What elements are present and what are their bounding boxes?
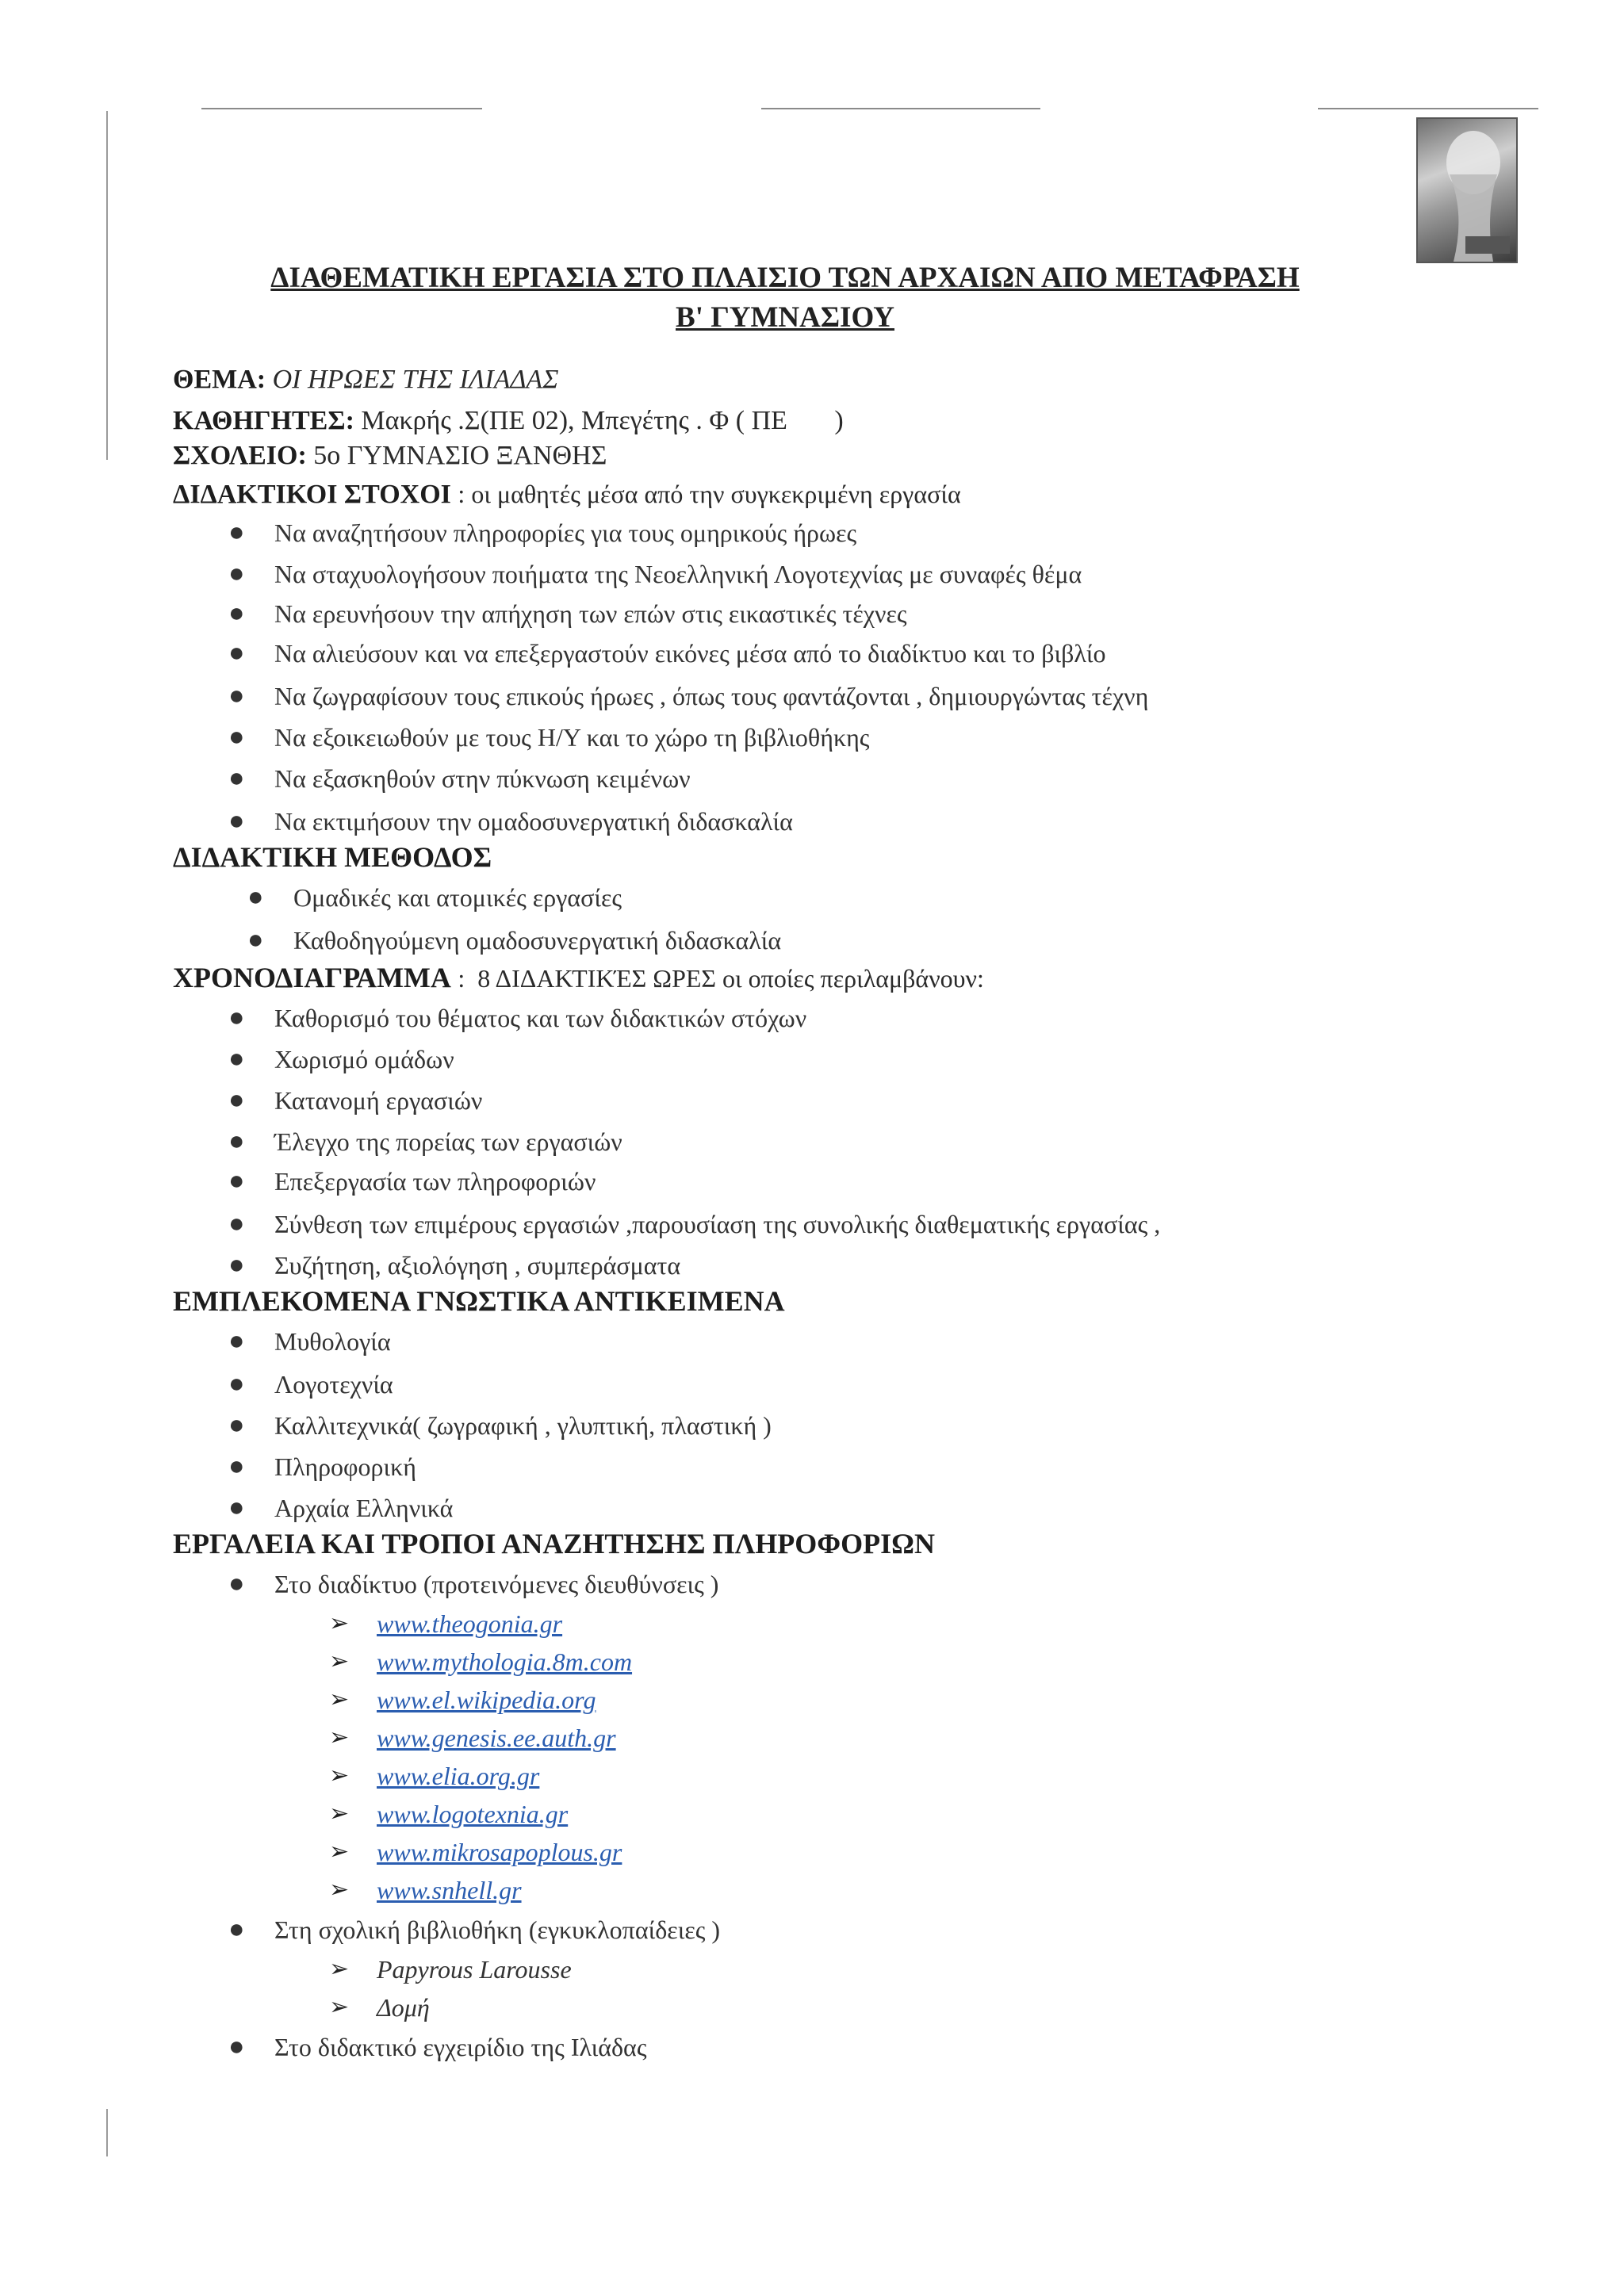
bullet-icon: ● xyxy=(228,1003,245,1032)
arrow-icon: ➢ xyxy=(329,1800,350,1827)
list-item: ● Να ερευνήσουν την απήχηση των επών στις εικαστικές τέχνες xyxy=(274,596,907,631)
bullet-icon: ● xyxy=(228,1044,245,1073)
theme-value: ΟΙ ΗΡΩΕΣ ΤΗΣ ΙΛΙΑΔΑΣ xyxy=(272,365,559,394)
bullet-icon: ● xyxy=(228,1452,245,1481)
list-item: ● Να εξοικειωθούν με τους Η/Υ και το χώρο τη βιβλιοθήκης xyxy=(274,720,869,755)
bullet-icon: ● xyxy=(228,722,245,752)
list-item: ● Στο διδακτικό εγχειρίδιο της Ιλιάδας xyxy=(274,2030,646,2064)
list-item: ● Ομαδικές και ατομικές εργασίες xyxy=(293,880,622,915)
bullet-icon: ● xyxy=(228,763,245,793)
list-item: ● Επεξεργασία των πληροφοριών xyxy=(274,1164,596,1199)
link-item xyxy=(329,1835,622,1869)
list-item: ● Να αναζητήσουν πληροφορίες για τους ομηρικούς ήρωες xyxy=(274,515,856,550)
list-item: ● Σύνθεση των επιμέρους εργασιών ,παρουσίαση της συνολικής διαθεματικής εργασίας , xyxy=(274,1207,1160,1242)
list-item: ● Να αλιεύσουν και να επεξεργαστούν εικόνες μέσα από το διαδίκτυο και το βιβλίο xyxy=(274,636,1105,671)
link-logotexnia[interactable]: www.logotexnia.gr xyxy=(377,1800,569,1828)
theme-row xyxy=(173,362,558,398)
link-item xyxy=(329,1606,563,1641)
bullet-icon: ● xyxy=(228,1493,245,1522)
arrow-icon: ➢ xyxy=(329,1762,350,1789)
document-title xyxy=(174,258,1396,338)
bullet-icon: ● xyxy=(228,518,245,547)
list-item: ● Έλεγχο της πορείας των εργασιών xyxy=(274,1124,622,1159)
list-item: ● Να εκτιμήσουν την ομαδοσυνεργατική διδασκαλία xyxy=(274,804,793,839)
link-mythologia[interactable]: www.mythologia.8m.com xyxy=(377,1647,633,1676)
bullet-icon: ● xyxy=(228,559,245,588)
list-item: ● Στο διαδίκτυο (προτεινόμενες διευθύνσεις ) xyxy=(274,1567,718,1601)
list-item: ● Λογοτεχνία xyxy=(274,1367,393,1402)
title-line-2: Β' ΓΥΜΝΑΣΙΟΥ xyxy=(676,301,894,334)
bullet-icon: ● xyxy=(228,1085,245,1115)
link-snhell[interactable]: www.snhell.gr xyxy=(377,1876,522,1904)
link-item xyxy=(329,1682,596,1717)
tools-heading: ΕΡΓΑΛΕΙΑ ΚΑΙ ΤΡΟΠΟΙ ΑΝΑΖΗΤΗΣΗΣ ΠΛΗΡΟΦΟΡΙΩΝ xyxy=(173,1528,935,1559)
goals-row xyxy=(173,476,961,513)
bullet-icon: ● xyxy=(228,1127,245,1156)
bullet-icon: ● xyxy=(247,925,264,955)
bullet-icon: ● xyxy=(228,1569,245,1598)
top-rule-left xyxy=(201,108,482,109)
bullet-icon: ● xyxy=(228,1915,245,1944)
goals-label: ΔΙΔΑΚΤΙΚΟΙ ΣΤΟΧΟΙ xyxy=(173,480,451,509)
bullet-icon: ● xyxy=(228,1410,245,1440)
encyclopedia-item: ➢ Papyrous Larousse xyxy=(377,1952,572,1987)
top-rule-middle xyxy=(761,108,1040,109)
subjects-heading: ΕΜΠΛΕΚΟΜΕΝΑ ΓΝΩΣΤΙΚΑ ΑΝΤΙΚΕΙΜΕΝΑ xyxy=(173,1285,785,1317)
schedule-row xyxy=(173,959,984,997)
link-item xyxy=(329,1720,616,1755)
list-item: ● Μυθολογία xyxy=(274,1324,391,1359)
arrow-icon: ➢ xyxy=(329,1877,350,1903)
link-item xyxy=(329,1758,540,1793)
bullet-icon: ● xyxy=(228,1369,245,1399)
list-item: ● Καθορισμό του θέματος και των διδακτικών στόχων xyxy=(274,1001,806,1035)
bullet-icon: ● xyxy=(228,1250,245,1280)
link-item xyxy=(329,1873,522,1908)
list-item: ● Καθοδηγούμενη ομαδοσυνεργατική διδασκαλία xyxy=(293,923,781,958)
goals-intro: : οι μαθητές μέσα από την συγκεκριμένη εργασία xyxy=(458,480,961,508)
theme-label: ΘΕΜΑ: xyxy=(173,365,266,394)
schedule-label: ΧΡΟΝΟΔΙΑΓΡΑΜΜΑ xyxy=(173,962,451,993)
margin-line-bottom xyxy=(106,2109,108,2156)
bullet-icon: ● xyxy=(247,882,264,912)
link-mikrosapoplous[interactable]: www.mikrosapoplous.gr xyxy=(377,1838,622,1866)
arrow-icon: ➢ xyxy=(329,1724,350,1751)
link-item xyxy=(329,1644,633,1679)
bullet-icon: ● xyxy=(228,1166,245,1196)
list-item: ● Να εξασκηθούν στην πύκνωση κειμένων xyxy=(274,761,691,796)
bullet-icon: ● xyxy=(228,1209,245,1238)
arrow-icon: ➢ xyxy=(329,1956,350,1982)
list-item: ● Να ζωγραφίσουν τους επικούς ήρωες , όπως τους φαντάζονται , δημιουργώντας τέχνη xyxy=(274,679,1148,714)
list-item: ● Στη σχολική βιβλιοθήκη (εγκυκλοπαίδειες ) xyxy=(274,1912,720,1947)
school-label: ΣΧΟΛΕΙΟ: xyxy=(173,441,307,470)
bullet-icon: ● xyxy=(228,638,245,668)
margin-line-top xyxy=(106,111,108,460)
school-value: 5ο ΓΥΜΝΑΣΙΟ ΞΑΝΘΗΣ xyxy=(313,441,607,470)
teachers-row xyxy=(173,403,844,439)
list-item: ● Συζήτηση, αξιολόγηση , συμπεράσματα xyxy=(274,1248,680,1283)
bullet-icon: ● xyxy=(228,681,245,710)
list-item: ● Αρχαία Ελληνικά xyxy=(274,1490,453,1525)
link-genesis[interactable]: www.genesis.ee.auth.gr xyxy=(377,1724,616,1752)
list-item: ● Κατανομή εργασιών xyxy=(274,1083,482,1118)
bullet-icon: ● xyxy=(228,599,245,628)
list-item: ● Να σταχυολογήσουν ποιήματα της Νεοελληνική Λογοτεχνίας με συναφές θέμα xyxy=(274,557,1082,591)
arrow-icon: ➢ xyxy=(329,1610,350,1636)
top-rule-right xyxy=(1318,108,1538,109)
method-heading: ΔΙΔΑΚΤΙΚΗ ΜΕΘΟΔΟΣ xyxy=(173,841,492,873)
statue-photo xyxy=(1416,117,1518,263)
title-line-1: ΔΙΑΘΕΜΑΤΙΚΗ ΕΡΓΑΣΙΑ ΣΤΟ ΠΛΑΙΣΙΟ ΤΩΝ ΑΡΧΑΙΩΝ ΑΠΟ ΜΕΤΑΦΡΑΣΗ xyxy=(270,262,1300,294)
bullet-icon: ● xyxy=(228,2032,245,2061)
arrow-icon: ➢ xyxy=(329,1994,350,2020)
encyclopedia-item: ➢ Δομή xyxy=(377,1990,430,2025)
school-row xyxy=(173,438,607,474)
schedule-intro: : 8 ΔΙΔΑΚΤΙΚΈΣ ΩΡΕΣ οι οποίες περιλαμβάνουν: xyxy=(458,964,984,993)
link-elia[interactable]: www.elia.org.gr xyxy=(377,1762,540,1790)
link-wikipedia[interactable]: www.el.wikipedia.org xyxy=(377,1686,596,1714)
arrow-icon: ➢ xyxy=(329,1839,350,1865)
arrow-icon: ➢ xyxy=(329,1686,350,1712)
teachers-value: Μακρής .Σ(ΠΕ 02), Μπεγέτης . Φ ( ΠΕ ) xyxy=(361,406,844,435)
list-item: ● Πληροφορική xyxy=(274,1449,416,1484)
arrow-icon: ➢ xyxy=(329,1648,350,1674)
teachers-label: ΚΑΘΗΓΗΤΕΣ: xyxy=(173,406,354,435)
bullet-icon: ● xyxy=(228,806,245,836)
list-item: ● Καλλιτεχνικά( ζωγραφική , γλυπτική, πλαστική ) xyxy=(274,1408,772,1443)
link-theogonia[interactable]: www.theogonia.gr xyxy=(377,1609,563,1638)
list-item: ● Χωρισμό ομάδων xyxy=(274,1042,454,1077)
bullet-icon: ● xyxy=(228,1326,245,1356)
link-item xyxy=(329,1797,569,1831)
